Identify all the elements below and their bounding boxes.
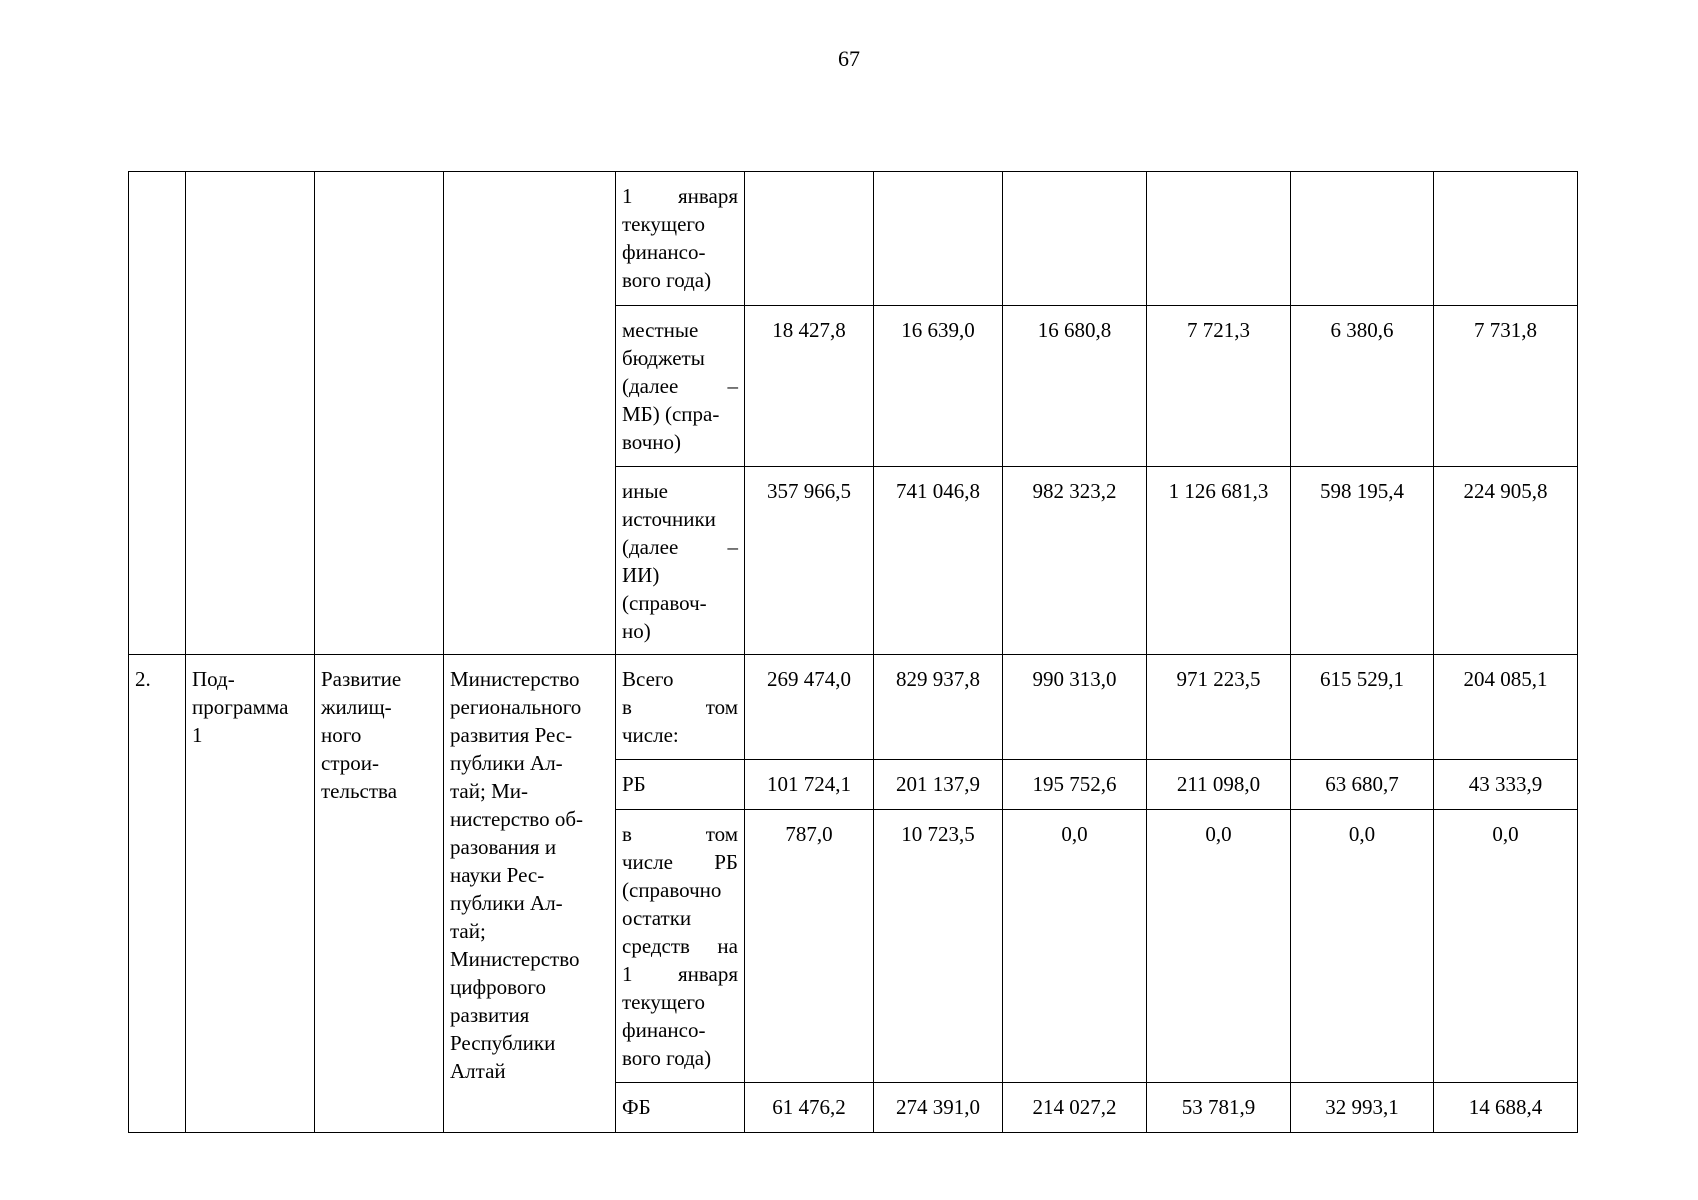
cell-line: тельства <box>321 779 398 803</box>
cell-line: в том <box>622 822 738 846</box>
cell-line: Республики <box>450 1031 556 1055</box>
subprogram-number: 2. <box>129 655 186 1133</box>
value-cell: 43 333,9 <box>1434 760 1578 810</box>
cell-line: РБ <box>622 772 646 796</box>
value-cell <box>1291 172 1434 306</box>
cell-line: публики Ал- <box>450 891 563 915</box>
value-cell: 0,0 <box>1291 810 1434 1083</box>
value-cell: 7 721,3 <box>1147 306 1291 467</box>
value-cell: 201 137,9 <box>874 760 1003 810</box>
value-cell: 16 639,0 <box>874 306 1003 467</box>
table-body <box>129 172 1578 1133</box>
cell-line: Под- <box>192 667 235 691</box>
value-cell: 0,0 <box>1147 810 1291 1083</box>
source-cell <box>616 760 745 810</box>
source-cell <box>616 467 745 655</box>
subprogram-name <box>315 655 444 1133</box>
value-cell: 63 680,7 <box>1291 760 1434 810</box>
table-row <box>129 172 1578 306</box>
value-cell: 16 680,8 <box>1003 306 1147 467</box>
cell-line: текущего <box>622 990 705 1014</box>
cell-line: Министерство <box>450 667 580 691</box>
value-cell: 18 427,8 <box>745 306 874 467</box>
cell-line: текущего <box>622 212 705 236</box>
cell-line: (далее – <box>622 374 738 398</box>
subprogram-status <box>186 655 315 1133</box>
cell-line: регионального <box>450 695 582 719</box>
source-cell <box>616 810 745 1083</box>
cell-line: 1 января <box>622 184 738 208</box>
cell-line: строи- <box>321 751 379 775</box>
cell-line: местные <box>622 318 699 342</box>
value-cell: 787,0 <box>745 810 874 1083</box>
cell-line: остатки <box>622 906 692 930</box>
cell-line: 1 января <box>622 962 738 986</box>
value-cell: 615 529,1 <box>1291 655 1434 760</box>
value-cell: 0,0 <box>1003 810 1147 1083</box>
cell-line: финансо- <box>622 240 706 264</box>
cell-line: в том <box>622 695 738 719</box>
value-cell <box>1147 172 1291 306</box>
source-cell <box>616 172 745 306</box>
value-cell: 357 966,5 <box>745 467 874 655</box>
cell-line: источники <box>622 507 716 531</box>
cell-line: бюджеты <box>622 346 705 370</box>
table-row <box>129 655 1578 760</box>
cell-line: развития <box>450 1003 530 1027</box>
value-cell: 829 937,8 <box>874 655 1003 760</box>
status-cell-empty <box>186 172 315 655</box>
cell-line: МБ) (спра- <box>622 402 720 426</box>
cell-line: финансо- <box>622 1018 706 1042</box>
cell-line: развития Рес- <box>450 723 573 747</box>
cell-line: тай; Ми- <box>450 779 528 803</box>
cell-line: Всего <box>622 667 674 691</box>
cell-line: 1 <box>192 723 203 747</box>
cell-line: средств на <box>622 934 738 958</box>
cell-line: науки Рес- <box>450 863 545 887</box>
value-cell: 61 476,2 <box>745 1083 874 1133</box>
cell-line: Министерство <box>450 947 580 971</box>
value-cell: 195 752,6 <box>1003 760 1147 810</box>
source-cell <box>616 306 745 467</box>
value-cell: 211 098,0 <box>1147 760 1291 810</box>
cell-line: нистерство об- <box>450 807 583 831</box>
cell-line: публики Ал- <box>450 751 563 775</box>
cell-line: вого года) <box>622 268 712 292</box>
value-cell: 7 731,8 <box>1434 306 1578 467</box>
value-cell: 214 027,2 <box>1003 1083 1147 1133</box>
value-cell: 269 474,0 <box>745 655 874 760</box>
cell-line: числе РБ <box>622 850 738 874</box>
cell-line: ного <box>321 723 362 747</box>
value-cell: 10 723,5 <box>874 810 1003 1083</box>
cell-line: Развитие <box>321 667 402 691</box>
value-cell: 204 085,1 <box>1434 655 1578 760</box>
value-cell: 6 380,6 <box>1291 306 1434 467</box>
value-cell <box>745 172 874 306</box>
value-cell: 1 126 681,3 <box>1147 467 1291 655</box>
value-cell: 274 391,0 <box>874 1083 1003 1133</box>
value-cell: 982 323,2 <box>1003 467 1147 655</box>
cell-line: разования и <box>450 835 557 859</box>
value-cell: 224 905,8 <box>1434 467 1578 655</box>
value-cell: 53 781,9 <box>1147 1083 1291 1133</box>
value-cell: 598 195,4 <box>1291 467 1434 655</box>
value-cell <box>1434 172 1578 306</box>
value-cell: 0,0 <box>1434 810 1578 1083</box>
number-cell-empty <box>129 172 186 655</box>
cell-line: цифрового <box>450 975 546 999</box>
value-cell: 990 313,0 <box>1003 655 1147 760</box>
value-cell: 32 993,1 <box>1291 1083 1434 1133</box>
value-cell <box>1003 172 1147 306</box>
cell-line: числе: <box>622 723 679 747</box>
cell-line: тай; <box>450 919 486 943</box>
cell-line: ФБ <box>622 1095 651 1119</box>
cell-line: иные <box>622 479 668 503</box>
cell-line: ИИ) <box>622 563 660 587</box>
budget-table <box>128 171 1578 1133</box>
cell-line: вого года) <box>622 1046 712 1070</box>
cell-line: вочно) <box>622 430 682 454</box>
source-cell <box>616 655 745 760</box>
page-number: 67 <box>838 46 860 71</box>
cell-line: жилищ- <box>321 695 392 719</box>
executor-cell-empty <box>444 172 616 655</box>
cell-line: Алтай <box>450 1059 506 1083</box>
cell-line: но) <box>622 619 651 643</box>
value-cell <box>874 172 1003 306</box>
value-cell: 101 724,1 <box>745 760 874 810</box>
cell-line: (справоч- <box>622 591 707 615</box>
cell-line: программа <box>192 695 289 719</box>
value-cell: 971 223,5 <box>1147 655 1291 760</box>
value-cell: 741 046,8 <box>874 467 1003 655</box>
subprogram-executor <box>444 655 616 1133</box>
name-cell-empty <box>315 172 444 655</box>
cell-line: (далее – <box>622 535 738 559</box>
source-cell <box>616 1083 745 1133</box>
cell-line: (справочно <box>622 878 722 902</box>
value-cell: 14 688,4 <box>1434 1083 1578 1133</box>
